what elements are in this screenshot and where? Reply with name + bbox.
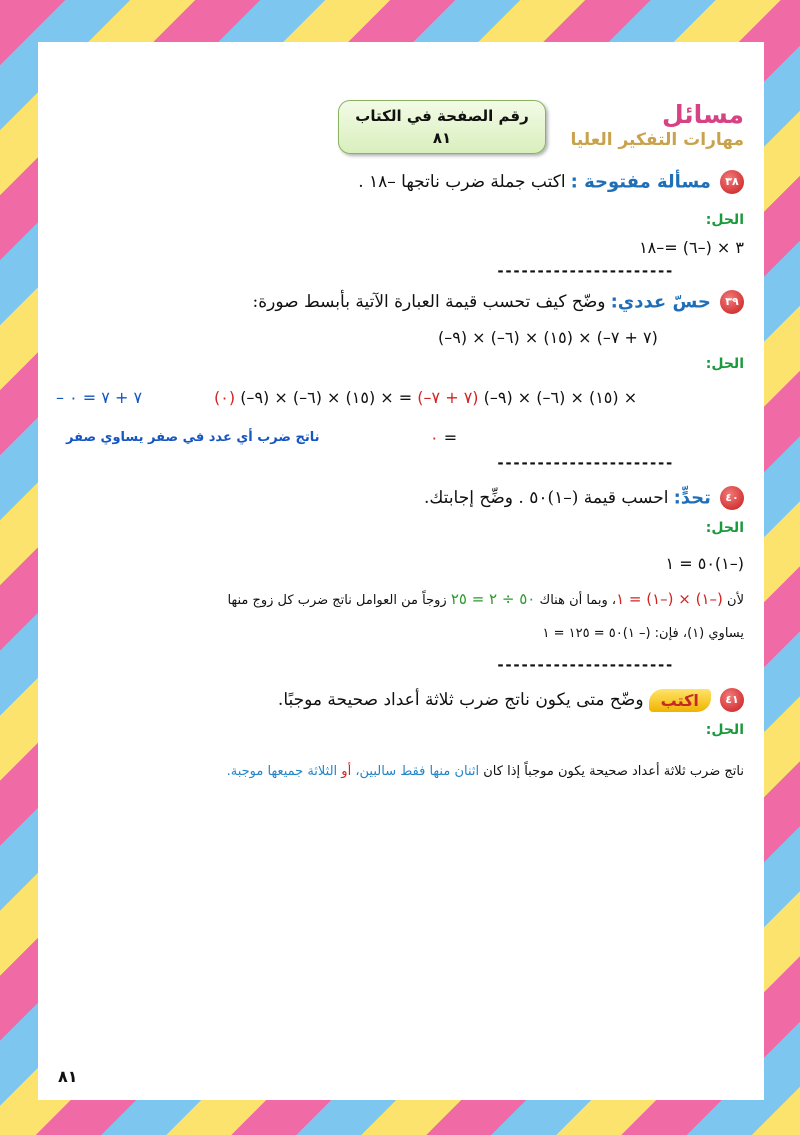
side-note: – ٧ + ٧ = ٠ [56, 388, 143, 407]
explanation-line-1: لأن (–١) × (–١) = ١، وبما أن هناك ٥٠ ÷ ٢ = ٢٥ زوجاً من العوامل ناتج ضرب كل زوج منها [227, 590, 744, 608]
question-number-badge: ٤١ [720, 688, 744, 712]
question-text: اكتب جملة ضرب ناتجها –١٨ . [358, 172, 566, 192]
section-subtitle: مهارات التفكير العليا [570, 130, 744, 150]
solution-answer: (–١)٥٠ = ١ [665, 554, 744, 573]
question-text: احسب قيمة (–١)٥٠ . وضِّح إجابتك. [423, 488, 669, 508]
question-expression: (–٩) × (–٦) × (١٥) × (–٧ + ٧) [438, 328, 658, 347]
divider: ---------------------- [496, 454, 673, 472]
solution-label: الحل: [705, 722, 744, 738]
page-reference-box [338, 100, 546, 154]
solution-label: الحل: [705, 212, 744, 228]
question-text: وضّح متى يكون ناتج ضرب ثلاثة أعداد صحيحة موجبًا. [277, 690, 644, 710]
question-number-badge: ٣٩ [720, 290, 744, 314]
page-reference-number: ٨١ [432, 129, 452, 147]
sum-factor: (–٧ + ٧) [417, 388, 479, 407]
zero-factor: (٠) [214, 388, 236, 407]
question-label: تحدٍّ: [673, 487, 711, 509]
page-number: ٨١ [58, 1067, 78, 1086]
question-label: حسّ عددي: [610, 291, 711, 313]
solution-step-2: ٠ = [430, 428, 458, 447]
explanation-line-2: يساوي (١)، فإن: (– ١)٥٠ = ١٢٥ = ١ [542, 626, 744, 641]
page-reference-label: رقم الصفحة في الكتاب [355, 107, 529, 125]
question-number-badge: ٤٠ [720, 486, 744, 510]
question-41 [278, 688, 744, 712]
step-2-note: ناتج ضرب أي عدد في صفر يساوي صفر [66, 430, 320, 445]
divider: ---------------------- [496, 262, 673, 280]
solution-label: الحل: [705, 520, 744, 536]
page [38, 42, 764, 1100]
solution-answer: ناتج ضرب ثلاثة أعداد صحيحة يكون موجباً إذا كان اثنان منها فقط سالبين، أو الثلاثة جميعها موجبة. [226, 764, 744, 779]
solution-label: الحل: [705, 356, 744, 372]
question-number-badge: ٣٨ [720, 170, 744, 194]
question-text: وضّح كيف تحسب قيمة العبارة الآتية بأبسط صورة: [252, 292, 606, 312]
solution-answer: ٣ × (–٦) =–١٨ [639, 238, 744, 257]
divider: ---------------------- [496, 656, 673, 674]
write-badge: اكتب [649, 689, 711, 712]
solution-step-1: (٠) (–٩) × (–٦) × (١٥) × = (–٧ + ٧) (–٩) × (–٦) × (١٥) × [214, 388, 638, 407]
question-40 [424, 486, 744, 510]
question-39 [253, 290, 744, 314]
section-title: مسائل [661, 100, 744, 129]
question-label: مسألة مفتوحة : [570, 171, 711, 193]
question-38 [358, 170, 744, 194]
